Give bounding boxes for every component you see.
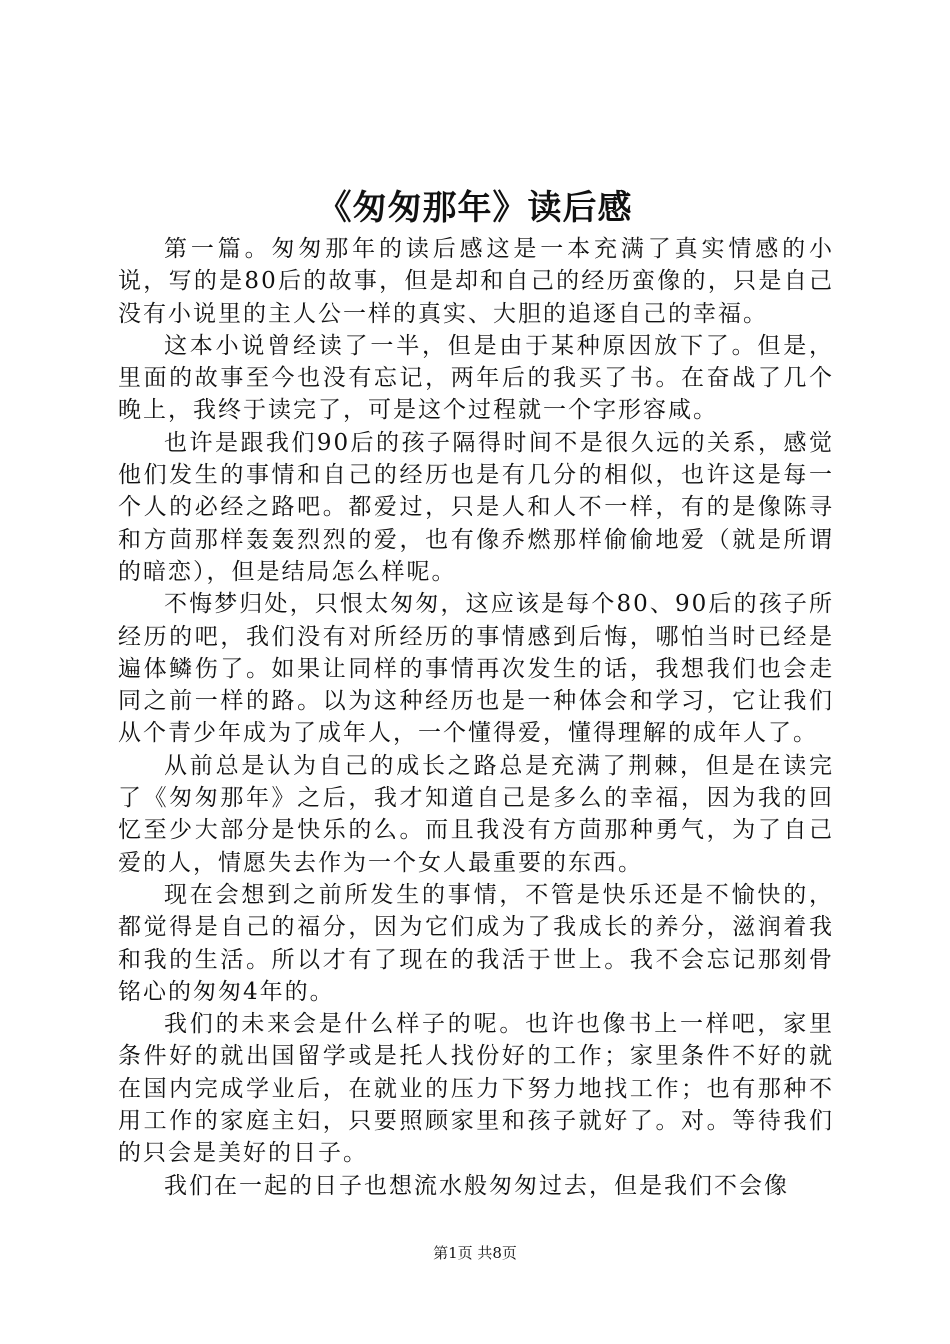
document-body (118, 233, 834, 1202)
paragraph: 这本小说曾经读了一半，但是由于某种原因放下了。但是，里面的故事至今也没有忘记，两年后的我买了书。在奋战了几个晚上，我终于读完了，可是这个过程就一个字形容咸。 (118, 332, 834, 424)
paragraph: 我们的未来会是什么样子的呢。也许也像书上一样吧，家里条件好的就出国留学或是托人找份好的工作；家里条件不好的就在国内完成学业后，在就业的压力下努力地找工作；也有那种不用工作的家庭主妇，只要照顾家里和孩子就好了。对。等待我们的只会是美好的日子。 (118, 1011, 834, 1167)
paragraph: 也许是跟我们90后的孩子隔得时间不是很久远的关系，感觉他们发生的事情和自己的经历也是有几分的相似，也许这是每一个人的必经之路吧。都爱过，只是人和人不一样，有的是像陈寻和方茴那样轰轰烈烈的爱，也有像乔燃那样偷偷地爱（就是所谓的暗恋），但是结局怎么样呢。 (118, 429, 834, 585)
paragraph: 第一篇。匆匆那年的读后感这是一本充满了真实情感的小说，写的是80后的故事，但是却和自己的经历蛮像的，只是自己没有小说里的主人公一样的真实、大胆的追逐自己的幸福。 (118, 236, 834, 327)
paragraph: 我们在一起的日子也想流水般匆匆过去，但是我们不会像 (164, 1172, 789, 1199)
paragraph: 从前总是认为自己的成长之路总是充满了荆棘，但是在读完了《匆匆那年》之后，我才知道自己是多么的幸福，因为我的回忆至少大部分是快乐的么。而且我没有方茴那种勇气，为了自己爱的人，情愿失去作为一个女人最重要的东西。 (118, 752, 834, 876)
paragraph: 现在会想到之前所发生的事情，不管是快乐还是不愉快的，都觉得是自己的福分，因为它们成为了我成长的养分，滋润着我和我的生活。所以才有了现在的我活于世上。我不会忘记那刻骨铭心的匆匆4年的。 (118, 881, 834, 1005)
page-number-footer: 第1页 共8页 (433, 1244, 517, 1262)
paragraph: 不悔梦归处，只恨太匆匆，这应该是每个80、90后的孩子所经历的吧，我们没有对所经历的事情感到后悔，哪怕当时已经是遍体鳞伤了。如果让同样的事情再次发生的话，我想我们也会走同之前一样的路。以为这种经历也是一种体会和学习，它让我们从个青少年成为了成年人，一个懂得爱，懂得理解的成年人了。 (118, 591, 834, 747)
document-title: 《匆匆那年》读后感 (317, 188, 633, 228)
